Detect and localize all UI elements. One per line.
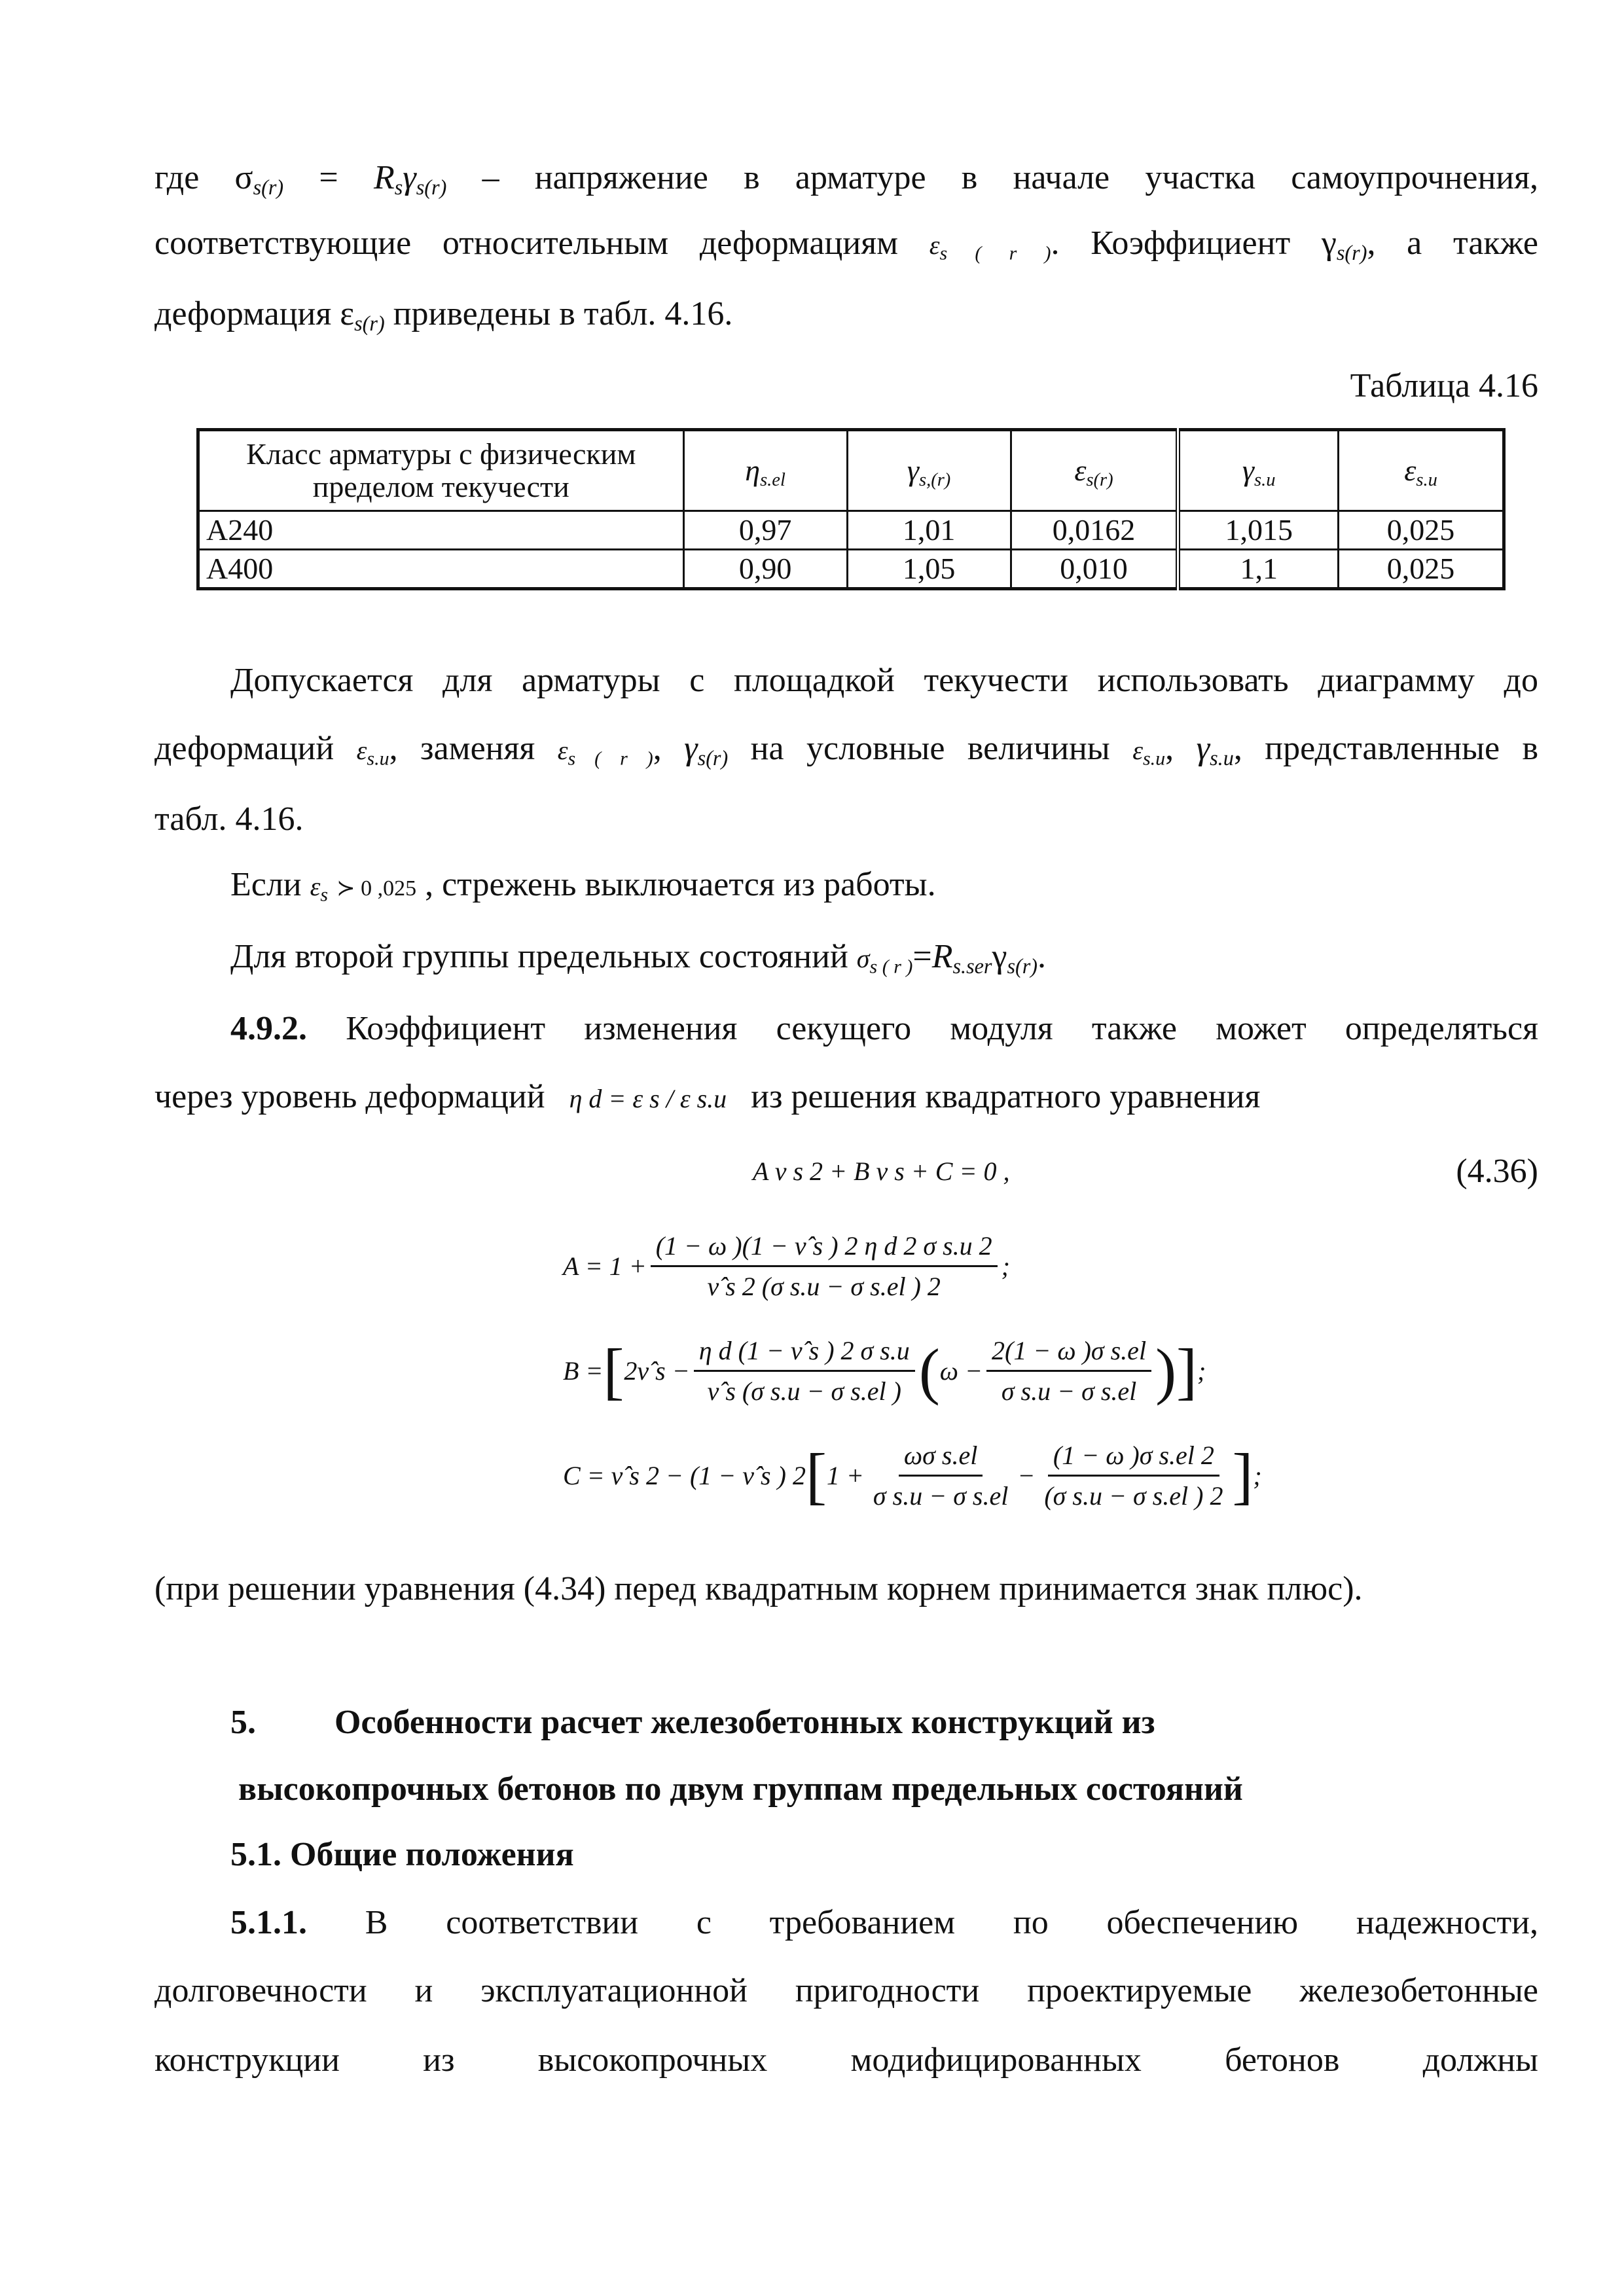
table-cell: 1,05 <box>847 550 1011 589</box>
para2-line1: Допускается для арматуры с площадкой текучести использовать диаграмму до <box>230 662 1538 699</box>
table-cell: 0,90 <box>683 550 847 589</box>
section5-heading-line2: высокопрочных бетонов по двум группам предельных состояний <box>238 1770 1243 1808</box>
table-caption: Таблица 4.16 <box>1350 367 1538 404</box>
para3-line: Если $\varepsilon_s$ ≻ 0 ,025 , стрежень выключается из работы. <box>230 866 936 906</box>
table-row <box>198 511 1504 550</box>
table-header-row <box>198 430 1504 511</box>
section51-heading: 5.1. Общие положения <box>230 1836 574 1873</box>
table-header-gamma-r: $\gamma_{s,(r)}$ <box>847 430 1011 511</box>
equation-C: C = ν̂ s 2 − (1 − ν̂ s ) 2 [ 1 + $\frac{\text{ωσ s.el}}{\text{σ s.u − σ s.el}}$ − $\frac{\text{(1 − ω )σ s.el 2}}{\text{(σ s.u − σ s.el ) 2}}$ ] ; <box>563 1440 1262 1511</box>
equation-C-fraction1: $\frac{\text{ωσ s.el}}{\text{σ s.u − σ s.el}}$ <box>873 1441 1009 1511</box>
table-header-eps-u: $\varepsilon_{s.u}$ <box>1339 430 1504 511</box>
para1-line2: соответствующие относительным деформациям $\varepsilon_{s ( r )}$. Коэффициент $\gamma_{s(r)}$, а также <box>154 224 1538 265</box>
reinforcement-table <box>196 428 1506 590</box>
equation-B: B = [ 2ν̂ s − $\frac{\text{η d (1 − ν̂ s ) 2 σ s.u}}{\text{ν̂ s (σ s.u − σ s.el )}}$ ( ω − $\frac{\text{2(1 − ω )σ s.el}}{\text{σ s.u − σ s.el}}$ )] ; <box>563 1335 1206 1406</box>
table-cell: 1,1 <box>1178 550 1339 589</box>
table-cell: 0,0162 <box>1011 511 1178 550</box>
table-header-eta: $\eta_{s.el}$ <box>683 430 847 511</box>
equation-A-fraction: $\frac{\text{(1 − ω )(1 − ν̂ s ) 2 η d 2 σ s.u 2}}{\text{ν̂ s 2 (σ s.u − σ s.el ) 2}}$ <box>651 1230 998 1302</box>
equation-B-fraction1: $\frac{\text{η d (1 − ν̂ s ) 2 σ s.u}}{\text{ν̂ s (σ s.u − σ s.el )}}$ <box>694 1335 915 1407</box>
table-header-gamma-u: $\gamma_{s.u}$ <box>1178 430 1339 511</box>
table-cell: 1,015 <box>1178 511 1339 550</box>
equation-number: (4.36) <box>1456 1153 1538 1190</box>
para2-line3: табл. 4.16. <box>154 800 304 838</box>
equation-main: A ν s 2 + B ν s + C = 0 , <box>753 1157 1010 1186</box>
table-cell: 1,01 <box>847 511 1011 550</box>
table-cell: 0,025 <box>1339 550 1504 589</box>
solution-note: (при решении уравнения (4.34) перед квадратным корнем принимается знак плюс). <box>154 1570 1363 1607</box>
para5-line1: 4.9.2. Коэффициент изменения секущего модуля также может определяться <box>230 1010 1539 1047</box>
section5-heading-line1: 5. Особенности расчет железобетонных конструкций из <box>230 1704 1155 1741</box>
para4-line: Для второй группы предельных состояний $\sigma_{s ( r )}=R_{s.ser}\gamma_{s(r)}$. <box>230 938 1047 978</box>
para1-line1: где $\sigma_{s(r)} = R_s\gamma_{s(r)}$ – напряжение в арматуре в начале участка самоупрочнения, <box>154 159 1539 200</box>
table-cell: 0,025 <box>1339 511 1504 550</box>
para6-line2: долговечности и эксплуатационной пригодности проектируемые железобетонные <box>154 1972 1538 2009</box>
table-cell: 0,010 <box>1011 550 1178 589</box>
para5-line2: через уровень деформаций η d = ε s / ε s.u из решения квадратного уравнения <box>154 1078 1261 1115</box>
table-cell: А240 <box>198 511 684 550</box>
equation-C-fraction2: $\frac{\text{(1 − ω )σ s.el 2}}{\text{(σ s.u − σ s.el ) 2}}$ <box>1044 1441 1223 1511</box>
para1-line3: деформация $\varepsilon_{s(r)}$ приведены в табл. 4.16. <box>154 295 733 336</box>
table-cell: А400 <box>198 550 684 589</box>
table-row <box>198 550 1504 589</box>
table-cell: 0,97 <box>683 511 847 550</box>
table-header-class: Класс арматуры с физическим пределом текучести <box>198 430 684 511</box>
para6-line1: 5.1.1. В соответствии с требованием по обеспечению надежности, <box>230 1904 1539 1941</box>
para6-line3: конструкции из высокопрочных модифицированных бетонов должны <box>154 2041 1538 2079</box>
equation-B-fraction2: $\frac{\text{2(1 − ω )σ s.el}}{\text{σ s.u − σ s.el}}$ <box>986 1335 1151 1407</box>
para2-line2: деформаций $\varepsilon_{s.u}$, заменяя $\varepsilon_{s ( r )}$, $\gamma_{s(r)}$ на условные величины $\varepsilon_{s.u}$, $\gamma_{s.u}$, представленные в <box>154 730 1539 770</box>
equation-A: A = 1 + $\frac{\text{(1 − ω )(1 − ν̂ s ) 2 η d 2 σ s.u 2}}{\text{ν̂ s 2 (σ s.u − σ s.el ) 2}}$ ; <box>563 1231 1010 1301</box>
table-header-eps-r: $\varepsilon_{s(r)}$ <box>1011 430 1178 511</box>
